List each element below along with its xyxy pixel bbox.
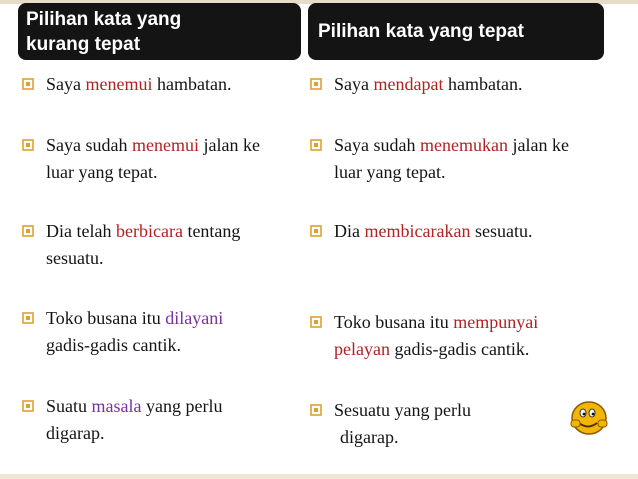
right-item-2-continuation: luar yang tepat. [334, 162, 446, 182]
right-item-5-continuation: digarap. [340, 427, 399, 447]
left-item-3-continuation: sesuatu. [46, 248, 104, 268]
right-item-3 [310, 218, 620, 245]
left-item-4 [22, 305, 307, 359]
diamond-bullet-icon [310, 225, 322, 237]
left-item-1-text: Saya [46, 74, 86, 94]
left-item-2-text-end: jalan ke [198, 135, 260, 155]
diamond-bullet-icon [22, 139, 34, 151]
right-item-3-text: Dia [334, 221, 365, 241]
diamond-bullet-icon [22, 400, 34, 412]
header-left [18, 3, 301, 60]
header-right [308, 3, 604, 60]
left-item-5 [22, 393, 307, 447]
right-item-3-text-end: sesuatu. [470, 221, 533, 241]
right-item-4-continuation: gadis-gadis cantik. [389, 339, 530, 359]
diamond-bullet-icon [310, 78, 322, 90]
right-item-4-continuation-highlight: pelayan [334, 339, 390, 359]
diamond-bullet-icon [22, 225, 34, 237]
diamond-bullet-icon [310, 316, 322, 328]
diamond-bullet-icon [310, 139, 322, 151]
left-item-5-highlight: masala [91, 396, 142, 416]
right-item-1-text-end: hambatan. [443, 74, 523, 94]
diamond-bullet-icon [22, 312, 34, 324]
bottom-border [0, 474, 638, 479]
right-item-2-text-end: jalan ke [507, 135, 569, 155]
left-item-3-text-end: tentang [182, 221, 241, 241]
header-left-line2: kurang tepat [26, 34, 141, 55]
right-item-2-text: Saya sudah [334, 135, 420, 155]
left-item-2-continuation: luar yang tepat. [46, 162, 158, 182]
left-item-4-highlight: dilayani [165, 308, 224, 328]
left-item-1-text-end: hambatan. [152, 74, 232, 94]
left-item-1-highlight: menemui [85, 74, 153, 94]
left-item-2-highlight: menemui [131, 135, 199, 155]
right-item-4-highlight: mempunyai [453, 312, 539, 332]
left-item-5-text: Suatu [46, 396, 92, 416]
right-item-5 [310, 397, 560, 451]
left-item-2-text: Saya sudah [46, 135, 132, 155]
right-item-2 [310, 132, 630, 186]
header-left-line1: Pilihan kata yang [26, 9, 182, 30]
header-right-title: Pilihan kata yang tepat [318, 21, 524, 42]
left-item-3-highlight: berbicara [115, 221, 183, 241]
left-item-1 [22, 71, 307, 98]
left-item-4-continuation: gadis-gadis cantik. [46, 335, 181, 355]
left-item-5-continuation: digarap. [46, 423, 105, 443]
right-item-1 [310, 71, 620, 98]
smiley-emoji-icon [568, 398, 610, 440]
left-item-5-text-end: yang perlu [141, 396, 223, 416]
right-item-4 [310, 309, 620, 363]
right-item-4-text: Toko busana itu [334, 312, 454, 332]
left-item-3 [22, 218, 307, 272]
right-item-5-text: Sesuatu yang perlu [334, 400, 471, 420]
diamond-bullet-icon [22, 78, 34, 90]
right-item-3-highlight: membicarakan [364, 221, 471, 241]
right-item-1-highlight: mendapat [373, 74, 444, 94]
left-item-3-text: Dia telah [46, 221, 116, 241]
diamond-bullet-icon [310, 404, 322, 416]
left-item-2 [22, 132, 307, 186]
right-item-2-highlight: menemukan [419, 135, 508, 155]
right-item-1-text: Saya [334, 74, 374, 94]
left-item-4-text: Toko busana itu [46, 308, 166, 328]
